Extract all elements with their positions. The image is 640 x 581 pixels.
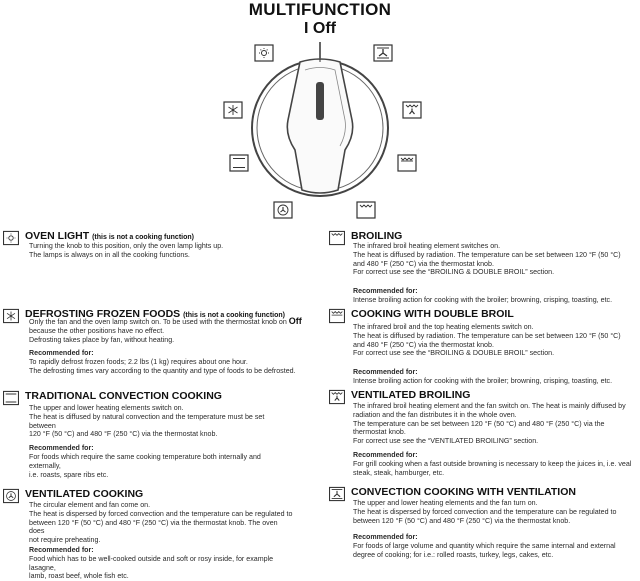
convection-ventilation-icon <box>374 45 392 61</box>
knob-dial[interactable] <box>252 59 388 196</box>
convection-ventilation-icon <box>329 486 345 502</box>
page-title: MULTIFUNCTION <box>248 0 392 19</box>
section-heading: VENTILATED COOKING <box>25 488 144 500</box>
ventilated-broil-icon <box>329 389 345 405</box>
section-body: Turning the knob to this position, only the oven lamp lights up. The lamps is always on in all the cooking functions. <box>29 242 224 259</box>
section-heading: DEFROSTING FROZEN FOODS (this is not a cooking function) <box>25 308 285 320</box>
ventilated-broil-icon <box>403 102 421 118</box>
section-body: The circular element and fan come on. The heat is dispersed by forced convection and the temperature can be regulated to between 120 °F (50 °C) and 480 °F (250 °C) via the thermostat knob. The oven does not require preheating. Recommended for: Food which has to be well-cooked outside and soft or rosy inside, for example lasagne, lamb, roast beef, whole fish etc. <box>29 501 293 581</box>
ventilated-cooking-icon <box>274 202 292 218</box>
section-body: The infrared broil heating element switches on. The heat is diffused by radiation. The temperature can be set between 120 °F (50 °C) and 480 °F (250 °C) via the thermostat knob. For correct use see the “BROILING & DOUBLE BROIL” section. Recommended for: Intense broiling action for cooking with the broiler; browning, crisping, toasting, etc. <box>353 242 621 304</box>
broil-icon <box>329 230 345 246</box>
section-heading: TRADITIONAL CONVECTION COOKING <box>25 390 222 402</box>
ventilated-cooking-icon <box>3 488 19 504</box>
section-heading: CONVECTION COOKING WITH VENTILATION <box>351 486 576 498</box>
section-body: The infrared broil and the top heating elements switch on. The heat is diffused by radiation. The temperature can be set between 120 °F (50 °C) and 480 °F (250 °C) via the thermostat knob. For correct use see the “BROILING & DOUBLE BROIL” section. Recommended for: Intense broiling action for cooking with the broiler; browning, crisping, toasting, etc. <box>353 323 621 385</box>
double-broil-icon <box>329 308 345 324</box>
section-heading: OVEN LIGHT (this is not a cooking function) <box>25 230 194 242</box>
defrost-icon <box>224 102 242 118</box>
traditional-convection-icon <box>230 155 248 171</box>
broil-icon <box>357 202 375 218</box>
section-heading: VENTILATED BROILING <box>351 389 471 401</box>
traditional-convection-icon <box>3 390 19 406</box>
oven-light-icon <box>3 230 19 246</box>
double-broil-icon <box>398 155 416 171</box>
oven-light-icon <box>255 45 273 61</box>
section-body: The infrared broil heating element and the fan switch on. The heat is mainly diffused by radiation and the fan distributes it in the whole oven. The temperature can be set between 120 °F (50 °C) and 480 °F (250 °C) via the thermostat knob. For correct use see the “VENTILATED BROILING” section. Recommended for: For grill cooking when a fast outside browning is necessary to keep the juices in, i.e. veal steak, steak, hamburger, etc. <box>353 402 632 477</box>
defrost-icon <box>3 308 19 324</box>
knob-off-position-label: I Off <box>304 20 336 37</box>
section-heading: BROILING <box>351 230 403 242</box>
knob-pointer <box>316 82 324 120</box>
section-body: Only the fan and the oven lamp switch on. To be used with the thermostat knob on Off because the other positions have no effect. Defrosting takes place by fan, without heating. Recommended for: To rapidly defrost frozen foods; 2.2 lbs (1 kg) requires about one hour. The defrosting times vary according to the quantity and type of foods to be defrosted. <box>29 316 302 375</box>
section-body: The upper and lower heating elements and the fan turn on. The heat is dispersed by forced convection and the temperature can be regulated to between 120 °F (50 °C) and 480 °F (250 °C) via the thermostat knob. Recommended for: For foods of large volume and quantity which require the same internal and external degree of cooking; for i.e.: rolled roasts, turkey, legs, cakes, etc. <box>353 499 617 559</box>
section-body: The upper and lower heating elements switch on. The heat is diffused by natural convection and the temperature must be set between 120 °F (50 °C) and 480 °F (250 °C) via the thermostat knob. Recommended for: For foods which require the same cooking temperature both internally and externally, i.e. roasts, spare ribs etc. <box>29 404 265 479</box>
multifunction-knob-diagram <box>0 0 640 225</box>
section-heading: COOKING WITH DOUBLE BROIL <box>351 308 514 320</box>
